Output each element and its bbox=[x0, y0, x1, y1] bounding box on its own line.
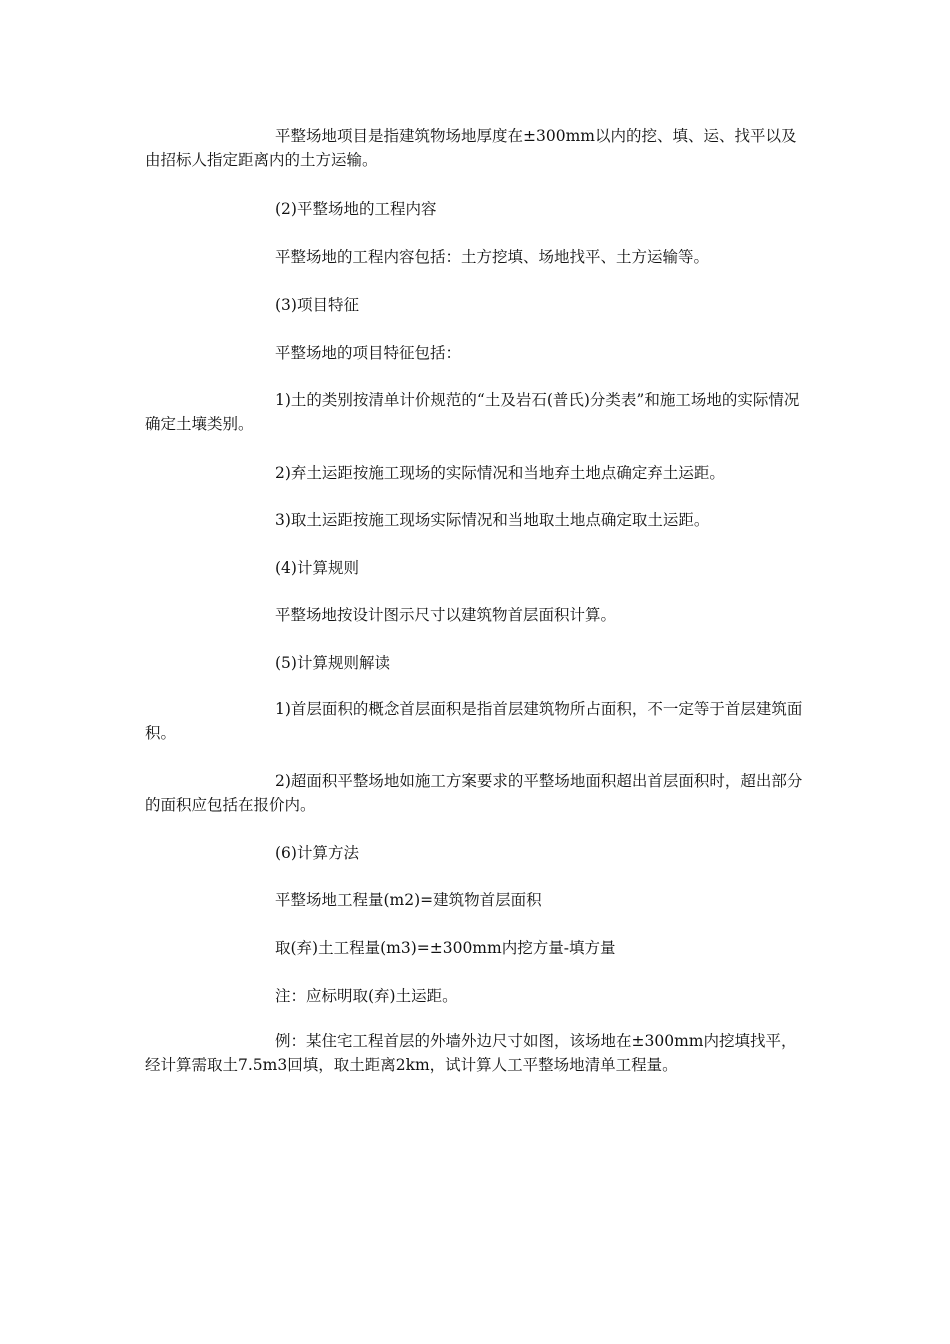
heading-item-features: (3)项目特征 bbox=[275, 296, 359, 314]
heading-calculation-rules: (4)计算规则 bbox=[275, 559, 359, 577]
paragraph-soil-category: 1)土的类别按清单计价规范的“土及岩石(普氏)分类表”和施工场地的实际情况确定土壤类别。 bbox=[145, 391, 800, 433]
paragraph-excess-area: 2)超面积平整场地如施工方案要求的平整场地面积超出首层面积时，超出部分的面积应包括在报价内。 bbox=[145, 772, 803, 814]
heading-rules-interpretation: (5)计算规则解读 bbox=[275, 654, 390, 672]
formula-earthwork-quantity: 取(弃)土工程量(m3)=±300mm内挖方量-填方量 bbox=[275, 939, 616, 957]
paragraph-borrow-distance: 3)取土运距按施工现场实际情况和当地取土地点确定取土运距。 bbox=[275, 511, 710, 529]
paragraph-spoil-distance: 2)弃土运距按施工现场的实际情况和当地弃土地点确定弃土运距。 bbox=[275, 464, 725, 482]
paragraph-first-floor-area: 1)首层面积的概念首层面积是指首层建筑物所占面积，不一定等于首层建筑面积。 bbox=[145, 700, 803, 742]
paragraph-calculation-rules: 平整场地按设计图示尺寸以建筑物首层面积计算。 bbox=[275, 606, 617, 624]
paragraph-example: 例：某住宅工程首层的外墙外边尺寸如图，该场地在±300mm内挖填找平，经计算需取土7.5m3回填，取土距离2km，试计算人工平整场地清单工程量。 bbox=[145, 1032, 797, 1074]
paragraph-item-features-intro: 平整场地的项目特征包括： bbox=[275, 344, 462, 362]
heading-calculation-method: (6)计算方法 bbox=[275, 844, 359, 862]
paragraph-work-content: 平整场地的工程内容包括：土方挖填、场地找平、土方运输等。 bbox=[275, 248, 710, 266]
note-distance: 注：应标明取(弃)土运距。 bbox=[275, 987, 458, 1005]
document-page bbox=[145, 0, 810, 1344]
formula-leveling-quantity: 平整场地工程量(m2)=建筑物首层面积 bbox=[275, 891, 542, 909]
heading-work-content: (2)平整场地的工程内容 bbox=[275, 200, 437, 218]
paragraph-site-leveling-definition: 平整场地项目是指建筑物场地厚度在±300mm以内的挖、填、运、找平以及由招标人指定距离内的土方运输。 bbox=[145, 127, 797, 169]
